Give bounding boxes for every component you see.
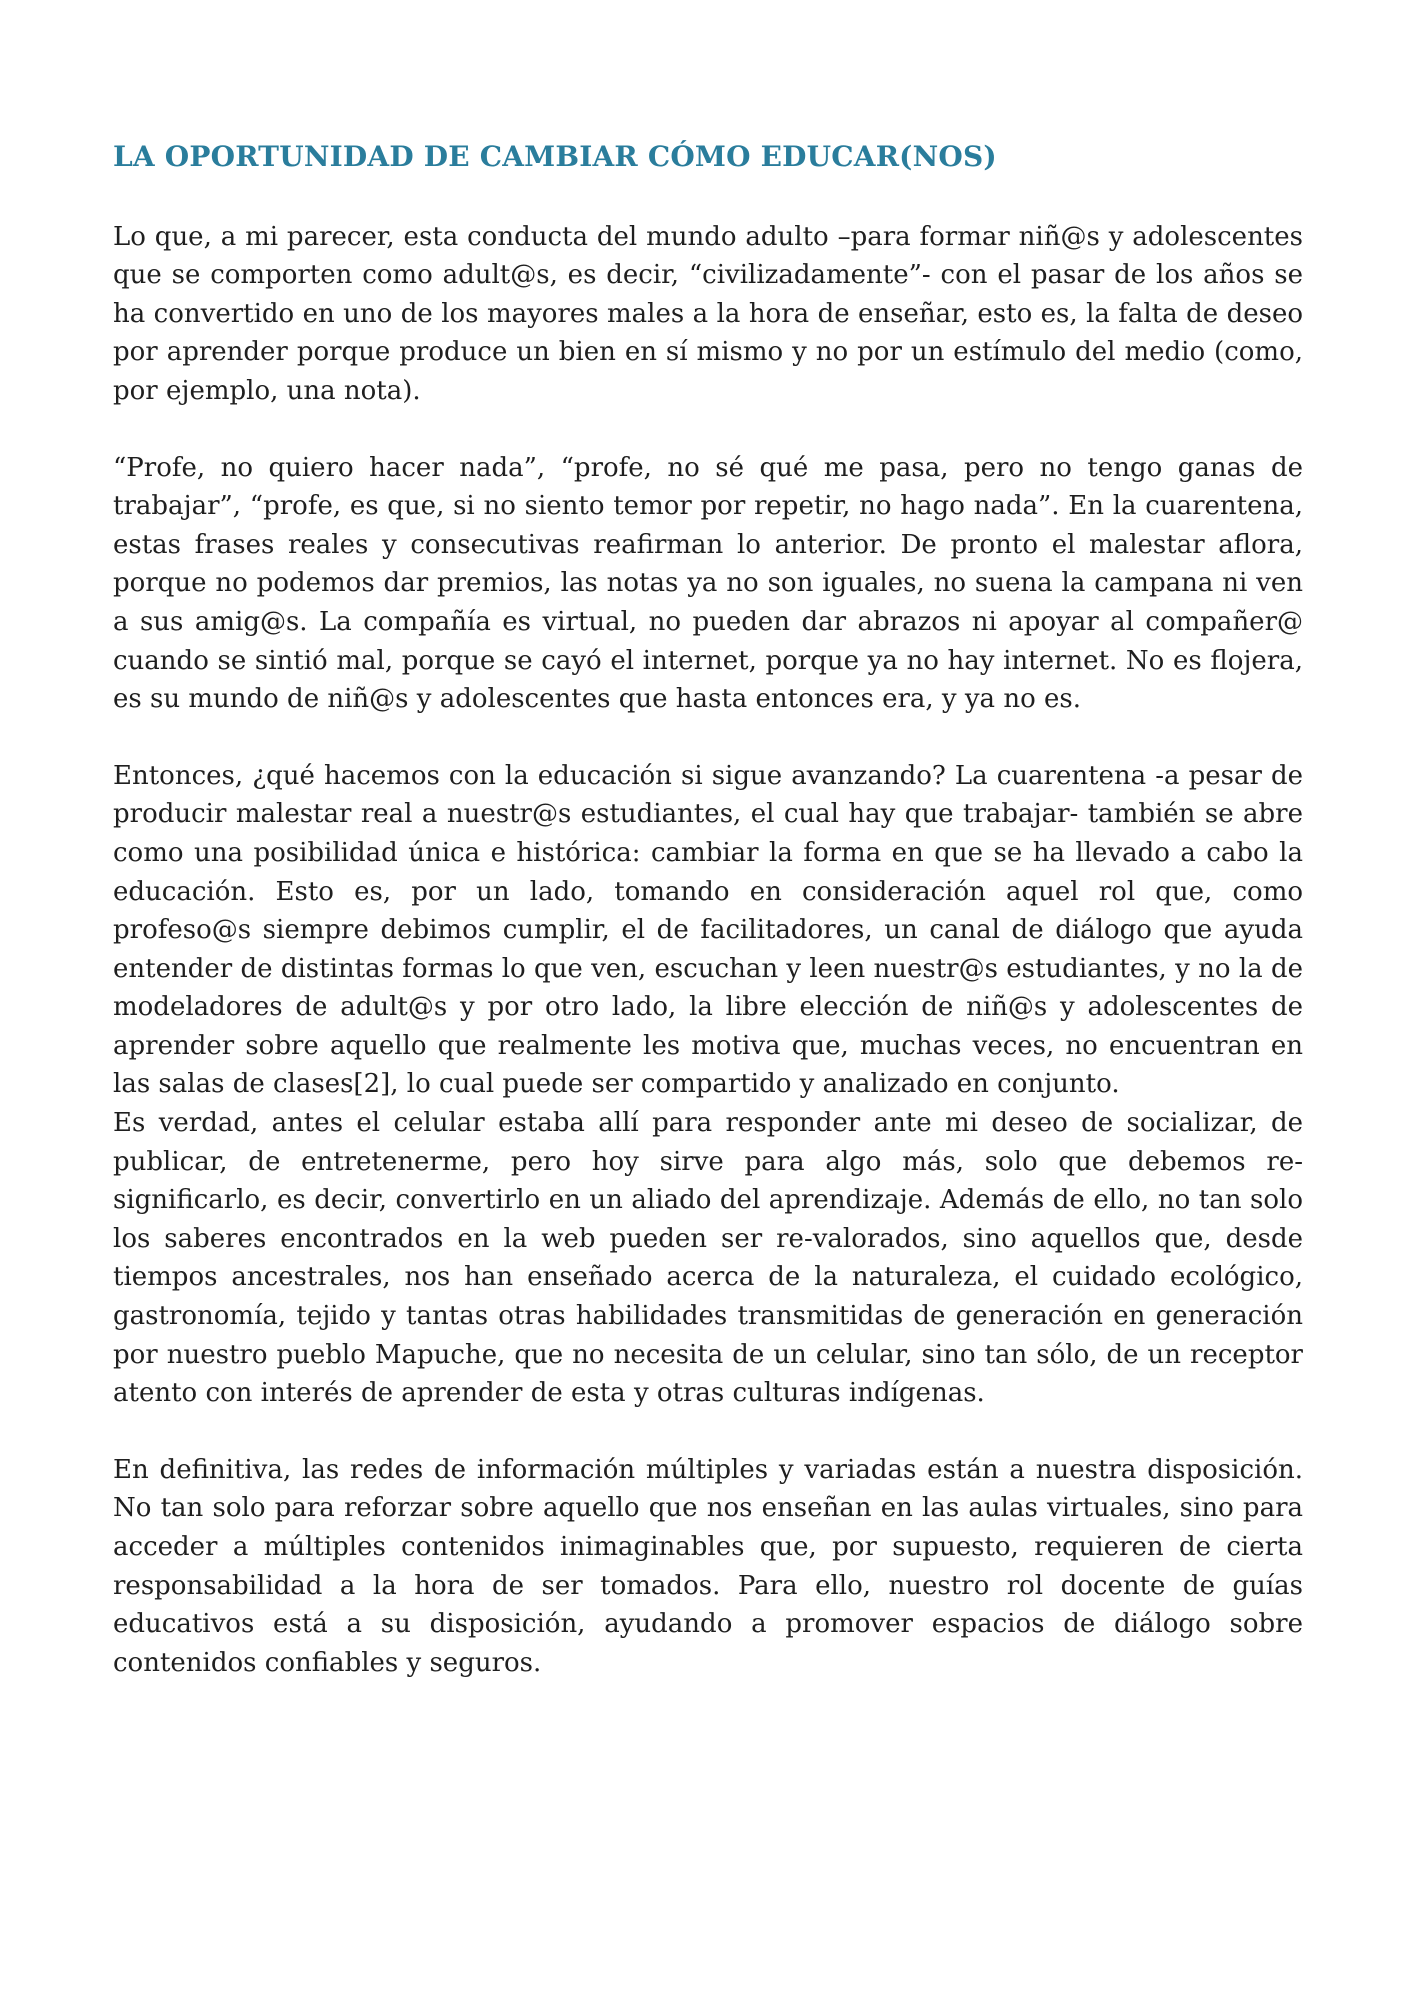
paragraph-3: Entonces, ¿qué hacemos con la educación si sigue avanzando? La cuarentena -a pesar de producir malestar real a nuestr@s estudiantes, el cual hay que trabajar- también se abre como una posibilidad única e histórica: cambiar la forma en que se ha llevado a cabo la educación. Esto es, por un lado, tomando en consideración aquel rol que, como profeso@s siempre debimos cumplir, el de facilitadores, un canal de diálogo que ayuda entender de distintas formas lo que ven, escuchan y leen nuestr@s estudiantes, y no la de modeladores de adult@s y por otro lado, la libre elección de niñ@s y adolescentes de aprender sobre aquello que realmente les motiva que, muchas veces, no encuentran en las salas de clases[2], lo cual puede ser compartido y analizado en conjunto. (113, 760, 1303, 1100)
paragraph-2: “Profe, no quiero hacer nada”, “profe, no sé qué me pasa, pero no tengo ganas de trabajar”, “profe, es que, si no siento temor por repetir, no hago nada”. En la cuarentena, estas frases reales y consecutivas reafirman lo anterior. De pronto el malestar aflora, porque no podemos dar premios, las notas ya no son iguales, no suena la campana ni ven a sus amig@s. La compañía es virtual, no pueden dar abrazos ni apoyar al compañer@ cuando se sintió mal, porque se cayó el internet, porque ya no hay internet. No es flojera, es su mundo de niñ@s y adolescentes que hasta entonces era, y ya no es. (113, 452, 1303, 715)
paragraph-5: En definitiva, las redes de información múltiples y variadas están a nuestra disposición. No tan solo para reforzar sobre aquello que nos enseñan en las aulas virtuales, sino para acceder a múltiples contenidos inimaginables que, por supuesto, requieren de cierta responsabilidad a la hora de ser tomados. Para ello, nuestro rol docente de guías educativos está a su disposición, ayudando a promover espacios de diálogo sobre contenidos confiables y seguros. (113, 1454, 1303, 1678)
paragraph-1: Lo que, a mi parecer, esta conducta del mundo adulto –para formar niñ@s y adolescentes que se comporten como adult@s, es decir, “civilizadamente”- con el pasar de los años se ha convertido en uno de los mayores males a la hora de enseñar, esto es, la falta de deseo por aprender porque produce un bien en sí mismo y no por un estímulo del medio (como, por ejemplo, una nota). (113, 221, 1303, 406)
document-title: LA OPORTUNIDAD DE CAMBIAR CÓMO EDUCAR(NOS) (113, 140, 997, 173)
document-page (113, 140, 1303, 1720)
paragraph-4: Es verdad, antes el celular estaba allí para responder ante mi deseo de socializar, de publicar, de entretenerme, pero hoy sirve para algo más, solo que debemos re-significarlo, es decir, convertirlo en un aliado del aprendizaje. Además de ello, no tan solo los saberes encontrados en la web pueden ser re-valorados, sino aquellos que, desde tiempos ancestrales, nos han enseñado acerca de la naturaleza, el cuidado ecológico, gastronomía, tejido y tantas otras habilidades transmitidas de generación en generación por nuestro pueblo Mapuche, que no necesita de un celular, sino tan sólo, de un receptor atento con interés de aprender de esta y otras culturas indígenas. (113, 1108, 1303, 1409)
